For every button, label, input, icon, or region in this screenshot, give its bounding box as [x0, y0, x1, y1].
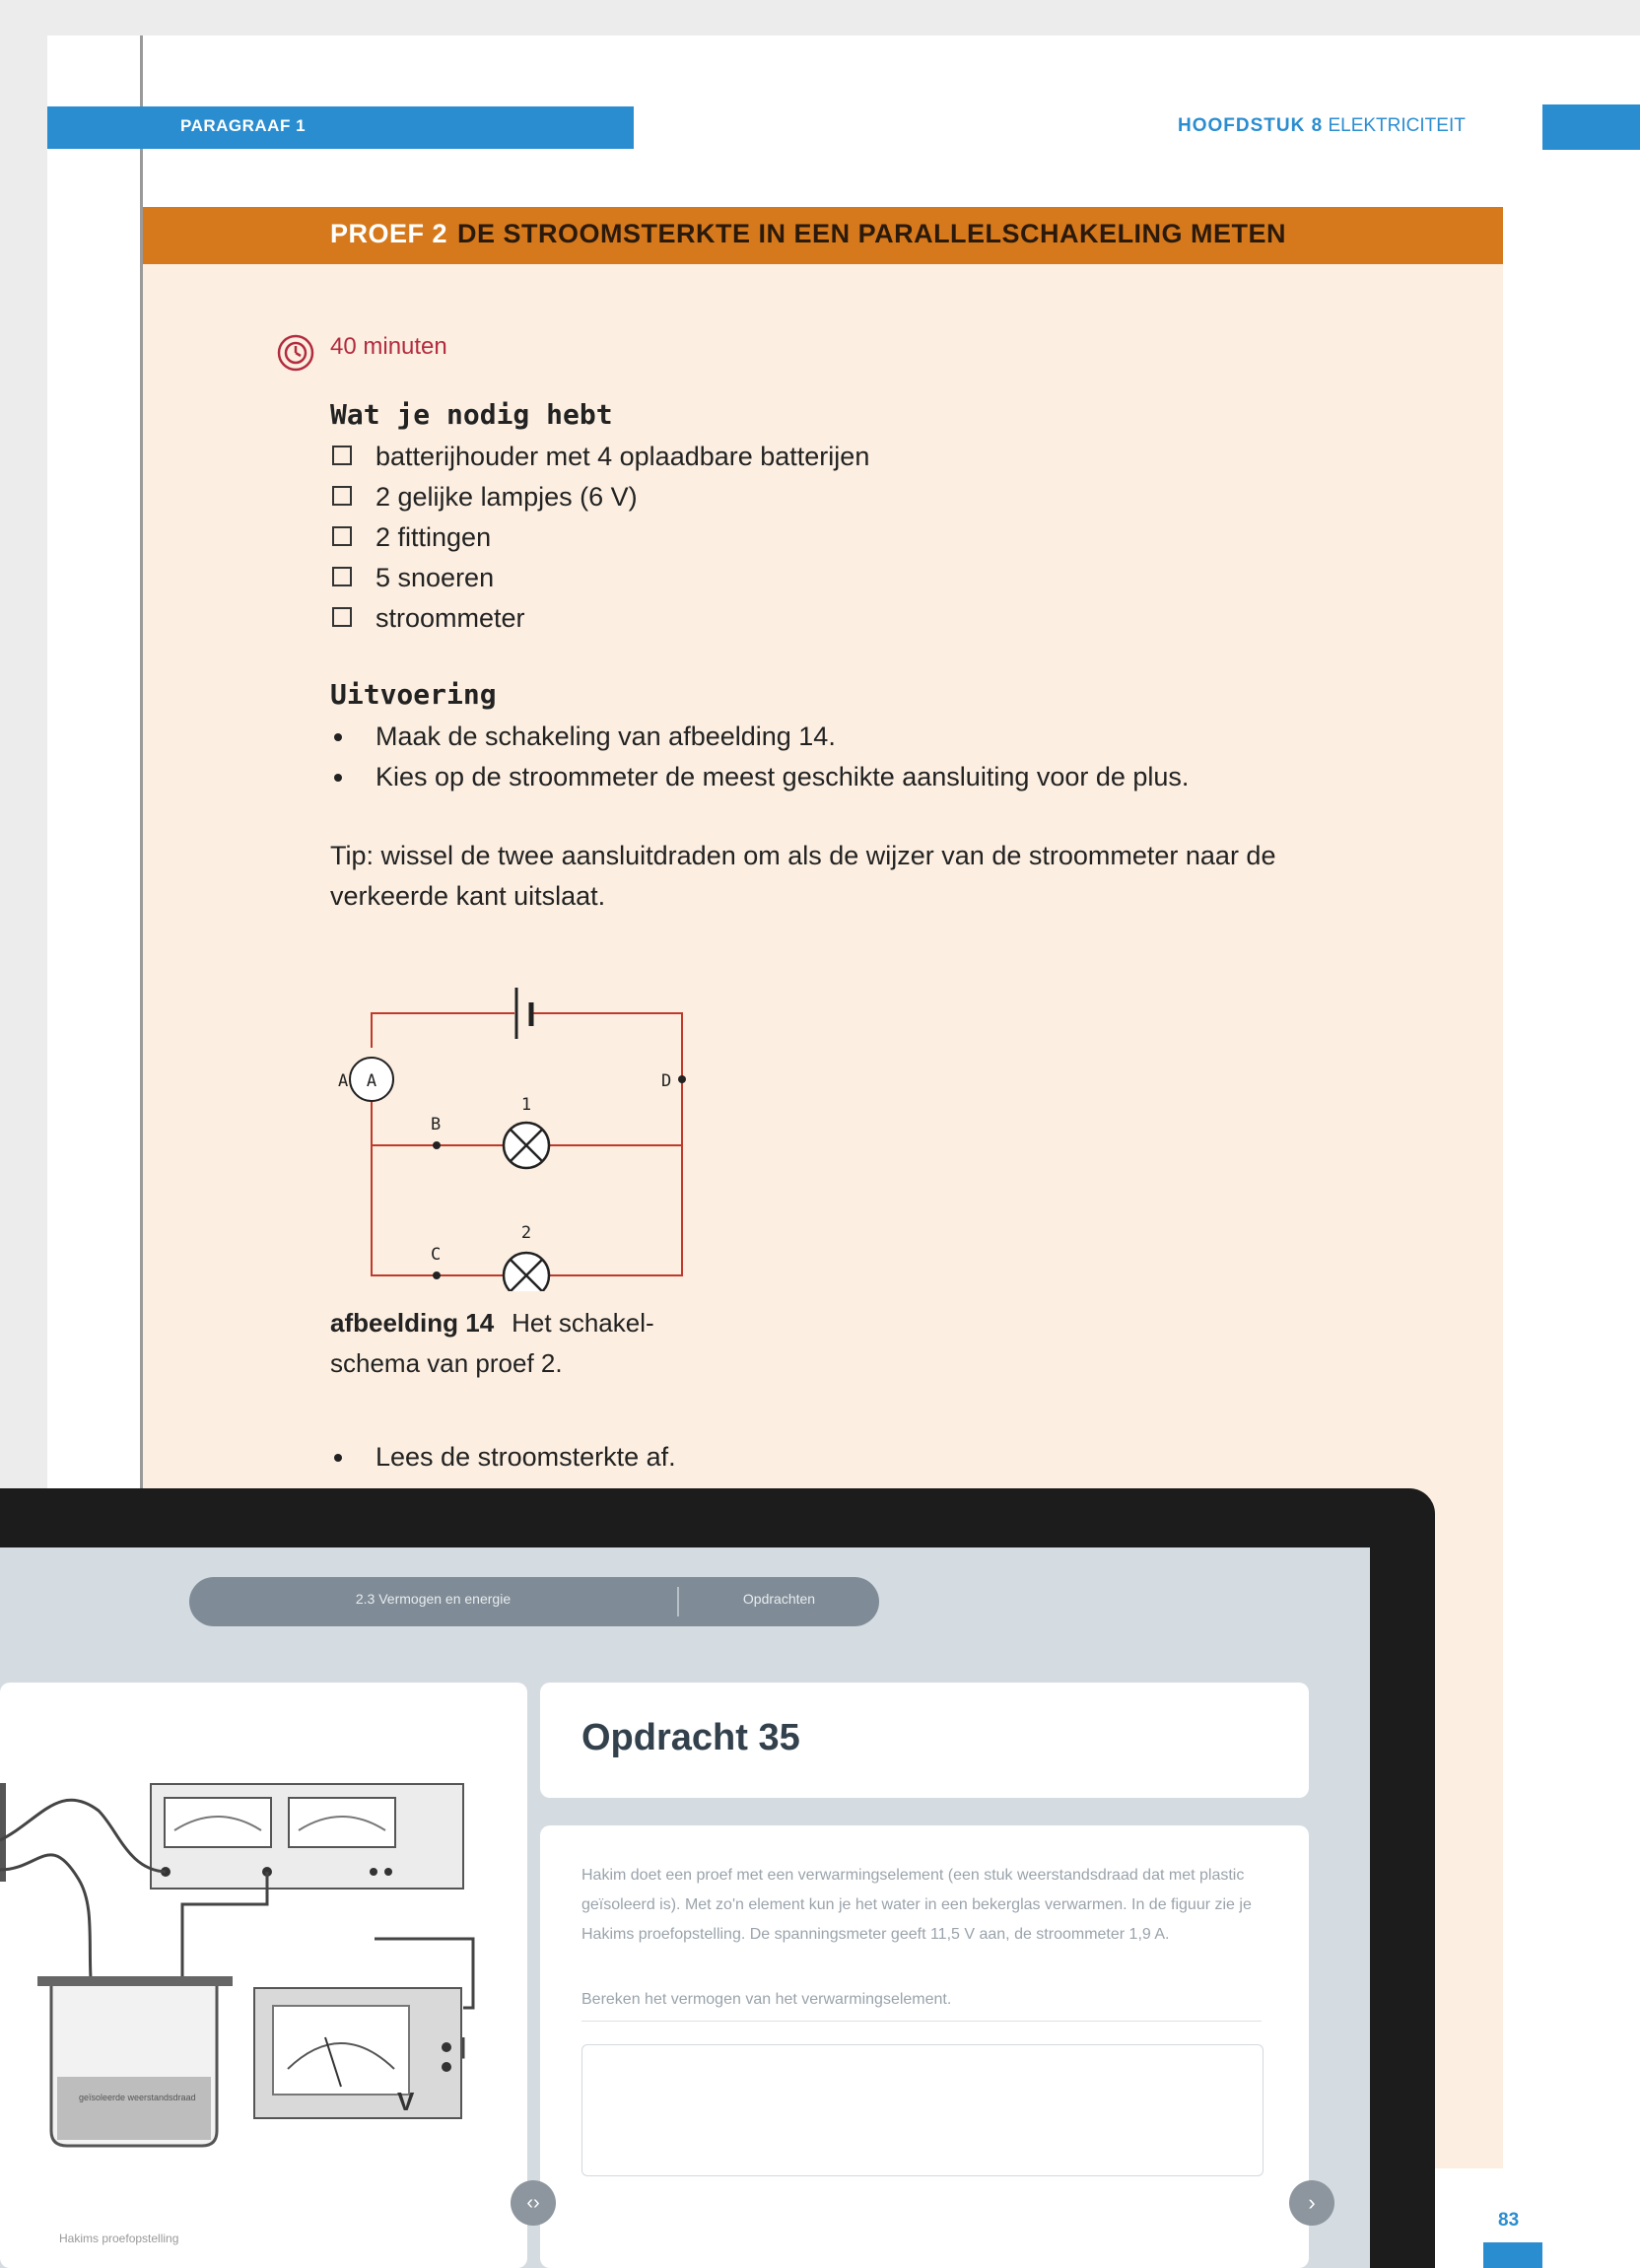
materials-list	[330, 437, 869, 639]
voltmeter-label: V	[397, 2087, 415, 2116]
beaker-rim	[37, 1976, 233, 1986]
experiment-title-text: DE STROOMSTERKTE IN EEN PARALLELSCHAKELING METEN	[457, 219, 1287, 248]
answer-input[interactable]	[581, 2044, 1264, 2176]
chapter-title: ELEKTRICITEIT	[1328, 115, 1466, 136]
lamp-1-icon	[504, 1123, 549, 1168]
list-item	[330, 1437, 676, 1478]
stopwatch-icon	[276, 333, 315, 373]
list-item	[330, 437, 869, 477]
step-text: Maak de schakeling van afbeelding 14.	[376, 722, 836, 751]
lamp-2-icon	[504, 1253, 549, 1291]
list-item	[330, 517, 869, 558]
bullet-icon	[334, 1454, 342, 1462]
list-item	[330, 717, 1189, 757]
assignment-title: Opdracht 35	[581, 1717, 800, 1758]
bullet-icon	[334, 774, 342, 782]
list-item	[330, 477, 869, 517]
point-a-label: A	[338, 1071, 349, 1091]
assignment-title-card	[540, 1683, 1309, 1798]
question-prompt: Bereken het vermogen van het verwarmingselement.	[581, 1991, 952, 2008]
lamp-2-label: 2	[520, 1223, 532, 1243]
list-item	[330, 598, 869, 639]
voltmeter-display	[273, 2006, 409, 2095]
paragraph-label: PARAGRAAF 1	[180, 116, 307, 135]
beaker-water	[57, 2077, 211, 2140]
figure-card	[0, 1683, 527, 2268]
caption-text: Het schakel-schema van proef 2.	[330, 1308, 654, 1378]
assignment-card	[540, 1825, 1309, 2268]
figure-caption	[330, 1303, 665, 1384]
material-label: stroommeter	[376, 603, 525, 633]
page-number-bar	[1483, 2242, 1542, 2268]
material-label: 2 fittingen	[376, 522, 492, 552]
material-label: batterijhouder met 4 oplaadbare batterijen	[376, 442, 870, 471]
meter-display-left	[165, 1798, 271, 1847]
caption-label: afbeelding 14	[330, 1308, 495, 1338]
tablet-screen	[0, 1547, 1370, 2268]
figure-caption-text: Hakims proefopstelling	[59, 2232, 179, 2245]
checkbox-icon[interactable]	[332, 567, 352, 586]
header-right-bar	[1542, 104, 1640, 150]
prev-button[interactable]: ‹›	[511, 2180, 556, 2226]
circuit-diagram	[325, 976, 700, 1291]
beaker-label: geïsoleerde weerstandsdraad	[79, 2093, 196, 2102]
point-d-label: D	[661, 1071, 672, 1091]
checkbox-icon[interactable]	[332, 486, 352, 506]
lamp-1-label: 1	[520, 1095, 532, 1115]
procedure-heading: Uitvoering	[330, 678, 497, 711]
point-b-dot	[433, 1141, 441, 1149]
duration-text: 40 minuten	[330, 333, 447, 360]
material-label: 2 gelijke lampjes (6 V)	[376, 482, 638, 512]
breadcrumb	[189, 1577, 879, 1626]
checkbox-icon[interactable]	[332, 446, 352, 465]
final-step-list	[330, 1437, 676, 1478]
next-button[interactable]: ›	[1289, 2180, 1334, 2226]
bullet-icon	[334, 733, 342, 741]
breadcrumb-section[interactable]: 2.3 Vermogen en energie	[355, 1591, 512, 1607]
point-d-dot	[678, 1075, 686, 1083]
step-text: Kies op de stroommeter de meest geschikte aansluiting voor de plus.	[376, 762, 1190, 791]
materials-heading: Wat je nodig hebt	[330, 398, 613, 431]
question-text: Hakim doet een proef met een verwarmingselement (een stuk weerstandsdraad dat met plastic geïsoleerd is). Met zo'n element kun je het water in een bekerglas verwarmen. In de figuur zie je Hakims proefopstelling. De spanningsmeter geeft 11,5 V aan, de stroommeter 1,9 A.	[581, 1867, 1252, 1943]
ammeter-label: A	[366, 1071, 377, 1091]
chapter-label	[1178, 115, 1466, 137]
divider	[581, 2021, 1262, 2022]
point-c-label: C	[431, 1245, 442, 1265]
chapter-prefix: HOOFDSTUK 8	[1178, 115, 1324, 136]
point-b-label: B	[431, 1115, 442, 1134]
list-item	[330, 558, 869, 598]
header-left-bar	[47, 106, 634, 149]
battery-icon	[516, 988, 531, 1039]
tip-text: Tip: wissel de twee aansluitdraden om als de wijzer van de stroommeter naar de verkeerde kant uitslaat.	[330, 841, 1276, 911]
setup-illustration	[0, 1683, 527, 2268]
breadcrumb-assignments[interactable]: Opdrachten	[742, 1591, 816, 1607]
checkbox-icon[interactable]	[332, 526, 352, 546]
experiment-title	[330, 219, 1286, 249]
experiment-prefix: PROEF 2	[330, 219, 448, 248]
procedure-list	[330, 717, 1189, 797]
list-item	[330, 757, 1189, 797]
device-edge	[0, 1783, 6, 1882]
point-c-dot	[433, 1271, 441, 1279]
meter-display-right	[289, 1798, 395, 1847]
checkbox-icon[interactable]	[332, 607, 352, 627]
step-text: Lees de stroomsterkte af.	[376, 1442, 676, 1472]
material-label: 5 snoeren	[376, 563, 495, 592]
page-number: 83	[1498, 2210, 1520, 2231]
